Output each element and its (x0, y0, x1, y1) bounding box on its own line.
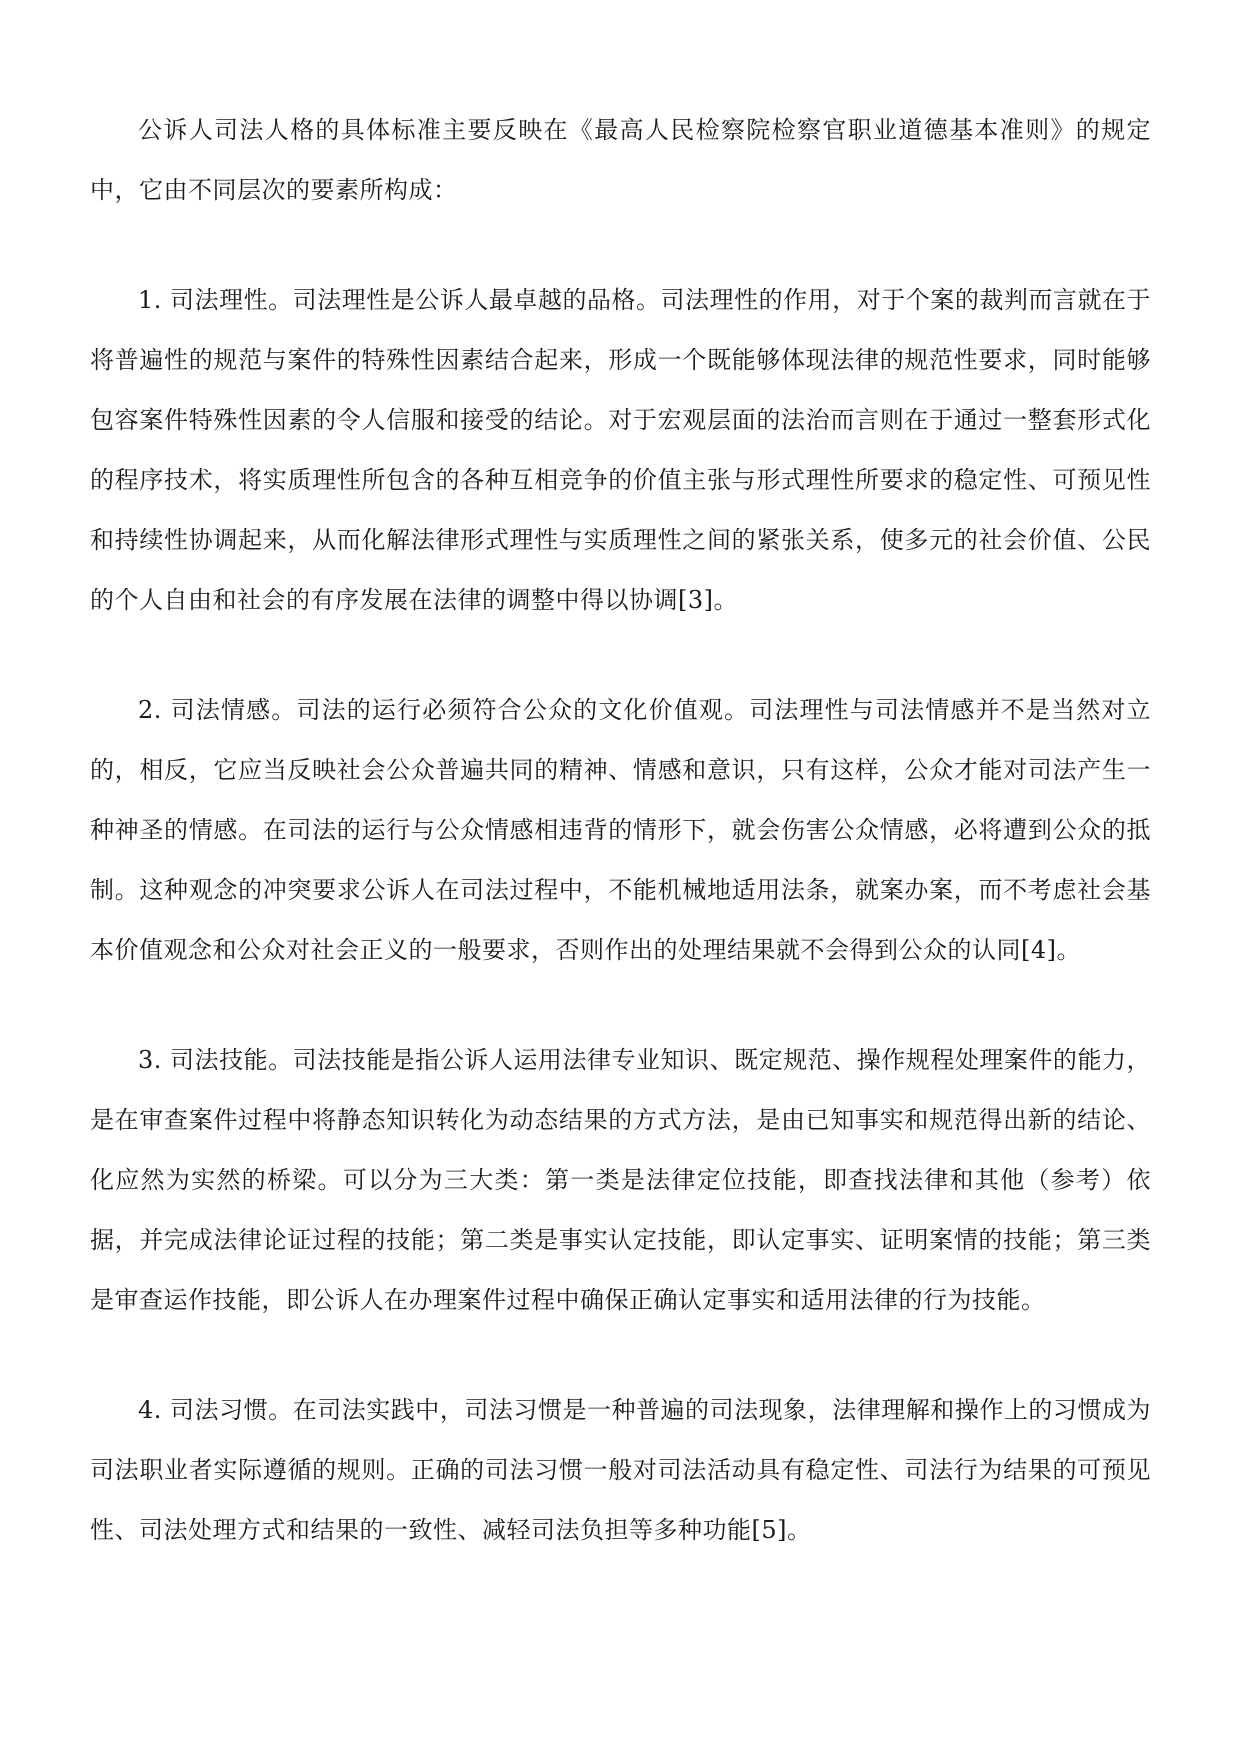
judicial-skill-paragraph: 3. 司法技能。司法技能是指公诉人运用法律专业知识、既定规范、操作规程处理案件的能力，是在审查案件过程中将静态知识转化为动态结果的方式方法，是由已知事实和规范得出新的结论、化应然为实然的桥梁。可以分为三大类：第一类是法律定位技能，即查找法律和其他（参考）依据，并完成法律论证过程的技能；第二类是事实认定技能，即认定事实、证明案情的技能；第三类是审查运作技能，即公诉人在办理案件过程中确保正确认定事实和适用法律的行为技能。 (90, 1046, 1151, 1314)
judicial-habit-paragraph: 4. 司法习惯。在司法实践中，司法习惯是一种普遍的司法现象，法律理解和操作上的习惯成为司法职业者实际遵循的规则。正确的司法习惯一般对司法活动具有稳定性、司法行为结果的可预见性、司法处理方式和结果的一致性、减轻司法负担等多种功能[5]。 (90, 1396, 1151, 1544)
judicial-rationality-paragraph: 1. 司法理性。司法理性是公诉人最卓越的品格。司法理性的作用，对于个案的裁判而言就在于将普遍性的规范与案件的特殊性因素结合起来，形成一个既能够体现法律的规范性要求，同时能够包容案件特殊性因素的令人信服和接受的结论。对于宏观层面的法治而言则在于通过一整套形式化的程序技术，将实质理性所包含的各种互相竞争的价值主张与形式理性所要求的稳定性、可预见性和持续性协调起来，从而化解法律形式理性与实质理性之间的紧张关系，使多元的社会价值、公民的个人自由和社会的有序发展在法律的调整中得以协调[3]。 (90, 286, 1151, 614)
judicial-emotion-paragraph: 2. 司法情感。司法的运行必须符合公众的文化价值观。司法理性与司法情感并不是当然对立的，相反，它应当反映社会公众普遍共同的精神、情感和意识，只有这样，公众才能对司法产生一种神圣的情感。在司法的运行与公众情感相违背的情形下，就会伤害公众情感，必将遭到公众的抵制。这种观念的冲突要求公诉人在司法过程中，不能机械地适用法条，就案办案，而不考虑社会基本价值观念和公众对社会正义的一般要求，否则作出的处理结果就不会得到公众的认同[4]。 (90, 696, 1151, 964)
intro-paragraph: 公诉人司法人格的具体标准主要反映在《最高人民检察院检察官职业道德基本准则》的规定中，它由不同层次的要素所构成： (90, 116, 1151, 204)
